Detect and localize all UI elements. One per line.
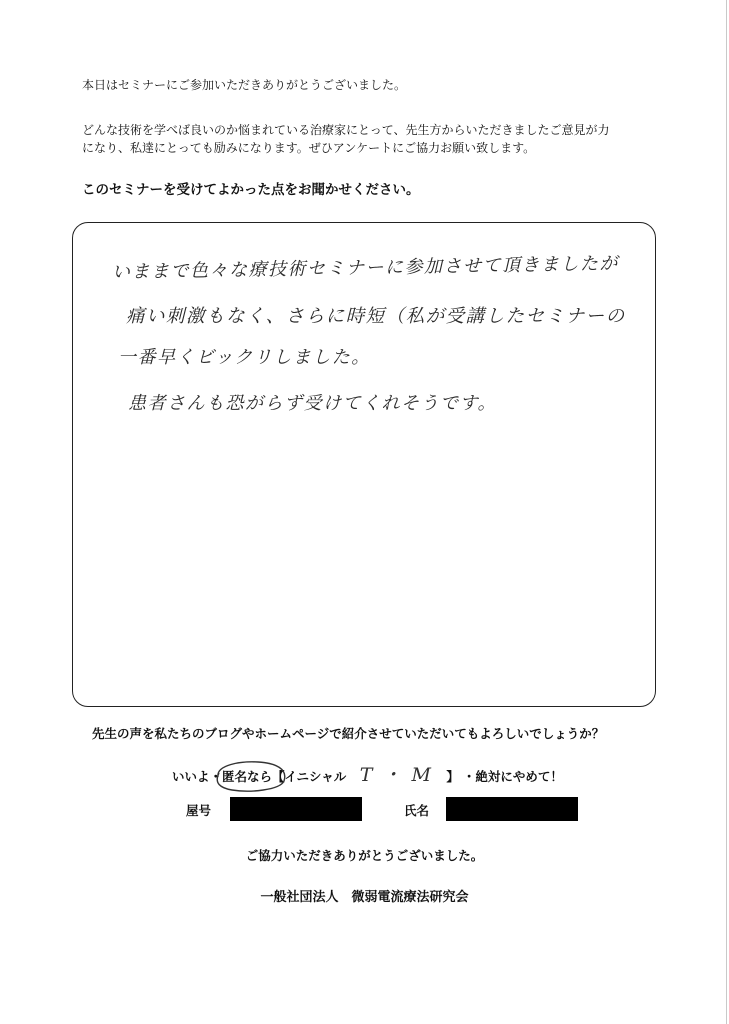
choice-no: 絶対にやめて！ [475, 769, 563, 784]
shop-name-redaction [230, 797, 362, 821]
consent-question: 先生の声を私たちのブログやホームページで紹介させていただいてもよろしいでしょうか？ [92, 726, 605, 741]
choice-separator-2: ・ [462, 769, 476, 784]
choice-separator: ・ [209, 769, 223, 784]
consent-choices [172, 760, 563, 787]
person-name-label: 氏名 [404, 803, 430, 818]
choice-yes: いいよ [172, 769, 210, 784]
intro-request-text-line1: どんな技術を学べば良いのか悩まれている治療家にとって、先生方からいただきましたご意見が力 [82, 123, 610, 137]
closing-thanks: ご協力いただきありがとうございました。 [245, 848, 484, 863]
intro-thanks-text: 本日はセミナーにご参加いただきありがとうございました。 [82, 78, 407, 92]
initial-open-bracket: 【イニシャル [272, 769, 347, 784]
person-name-redaction [446, 797, 578, 821]
hand-drawn-circle-mark [210, 757, 292, 795]
organization-name: 一般社団法人 微弱電流療法研究会 [260, 890, 469, 905]
choice-anonymous-circled [222, 767, 272, 785]
intro-request-text-line2: になり、私達にとっても励みになります。ぜひアンケートにご協力お願い致します。 [82, 141, 536, 155]
handwritten-answer-line3: 一番早くビックリしました。 [118, 347, 371, 368]
initial-close-bracket: 】 [446, 769, 459, 784]
question-heading: このセミナーを受けてよかった点をお聞かせください。 [82, 182, 420, 198]
handwritten-answer-line1: いままで色々な療技術セミナーに参加させて頂きましたが [111, 253, 620, 283]
handwritten-answer-line2: 痛い刺激もなく、さらに時短（私が受講したセミナーの [126, 306, 626, 327]
answer-box [72, 222, 656, 707]
choice-anonymous: 匿名なら [222, 769, 273, 784]
shop-name-label: 屋号 [186, 803, 212, 818]
handwritten-answer-line4: 患者さんも恐がらず受けてくれそうです。 [128, 393, 498, 414]
handwritten-initials: T ・ M [359, 764, 433, 786]
page-edge-line [726, 0, 727, 1024]
